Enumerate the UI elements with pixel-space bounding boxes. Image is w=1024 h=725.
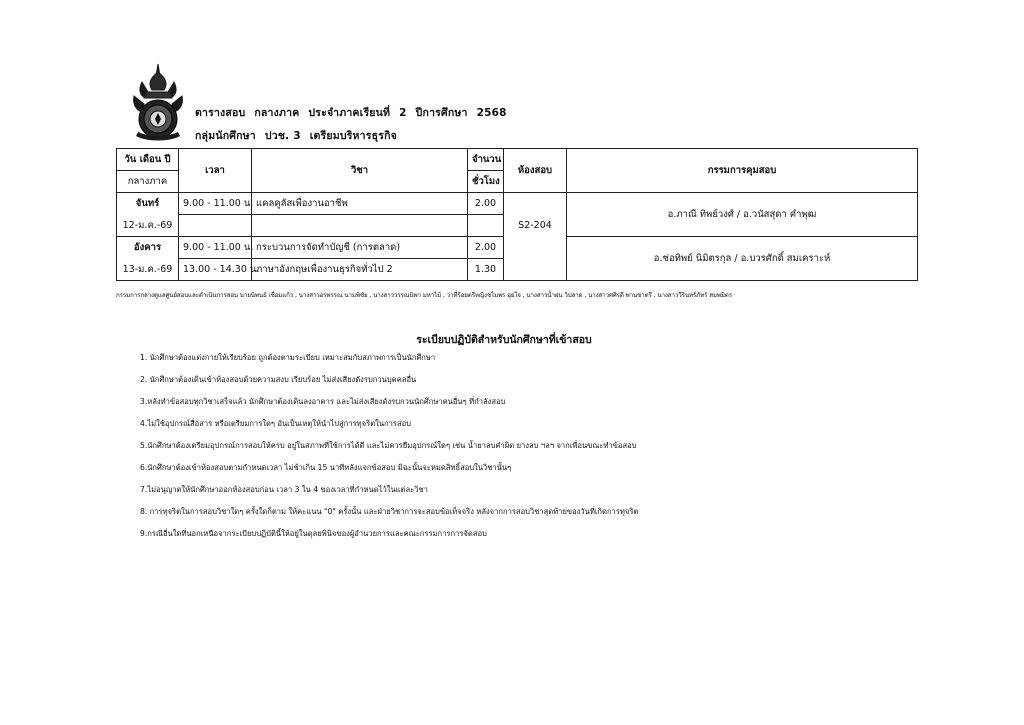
exam-subject: กระบวนการจัดทำบัญชี (การตลาด) (252, 237, 468, 259)
title-word-schedule: ตารางสอบ (195, 107, 246, 119)
empty-cell (179, 215, 252, 237)
exam-date: 13-ม.ค.-69 (117, 259, 179, 281)
title-word-academic-year: 2568 (476, 107, 507, 119)
header-time: เวลา (179, 149, 252, 193)
exam-date: 12-ม.ค.-69 (117, 215, 179, 237)
list-item: 1. นักศึกษาต้องแต่งกายให้เรียบร้อย ถูกต้องตามระเบียบ เหมาะสมกับสภาพการเป็นนักศึกษา (140, 353, 436, 362)
header-room: ห้องสอบ (504, 149, 567, 193)
table-row (117, 237, 918, 259)
title-word-midterm: กลางภาค (254, 107, 300, 119)
proctor-names: อ.ช่อทิพย์ นิมิตรกุล / อ.บวรศักดิ์ สมเคราะห์ (567, 237, 918, 281)
list-item: 7.ไม่อนุญาตให้นักศึกษาออกห้องสอบก่อน เวลา 3 ใน 4 ของเวลาที่กำหนดไว้ในแต่ละวิชา (140, 485, 428, 494)
day-name: จันทร์ (117, 193, 179, 215)
student-group-line (195, 127, 406, 144)
rules-heading (0, 331, 1024, 348)
exam-hours: 2.00 (468, 237, 504, 259)
table-row (117, 193, 918, 215)
title-word-academic-year-label: ปีการศึกษา (415, 107, 468, 119)
day-name: อังคาร (117, 237, 179, 259)
exam-time: 13.00 - 14.30 น. (179, 259, 252, 281)
list-item: 5.นักศึกษาต้องเตรียมอุปกรณ์การสอบให้ครบ อยู่ในสภาพที่ใช้การได้ดี และไม่ควรยืมอุปกรณ์ใดๆ เช่น น้ำยาลบคำผิด ยางลบ ฯลฯ จากเพื่อนขณะทำข้อสอบ (140, 441, 637, 450)
header-date-sub: กลางภาค (117, 171, 179, 193)
exam-schedule-table (116, 148, 918, 281)
exam-time: 9.00 - 11.00 น. (179, 237, 252, 259)
rules-title-text: ระเบียบปฏิบัติสำหรับนักศึกษาที่เข้าสอบ (416, 334, 592, 346)
exam-room-cell (504, 259, 567, 281)
header-hours-sub: ชั่วโมง (468, 171, 504, 193)
schedule-title (195, 104, 516, 121)
institution-logo-emblem-icon (128, 62, 188, 146)
exam-hours: 1.30 (468, 259, 504, 281)
student-group-label: กลุ่มนักศึกษา (195, 130, 256, 142)
exam-subject: ภาษาอังกฤษเพื่องานธุรกิจทั่วไป 2 (252, 259, 468, 281)
list-item: 6.นักศึกษาต้องเข้าห้องสอบตามกำหนดเวลา ไม่ช้าเกิน 15 นาทีหลังแจกข้อสอบ มิฉะนั้นจะหมดสิทธิ์สอบในวิชานั้นๆ (140, 463, 512, 472)
exam-room: S2-204 (504, 215, 567, 237)
list-item: 2. นักศึกษาต้องเดินเข้าห้องสอบด้วยความสงบ เรียบร้อย ไม่ส่งเสียงดังรบกวนบุคคลอื่น (140, 375, 417, 384)
exam-room-cell (504, 237, 567, 259)
student-program: เตรียมบริหารธุรกิจ (309, 130, 397, 142)
list-item: 8. การทุจริตในการสอบวิชาใดๆ ครั้งใดก็ตาม ให้คะแนน "0" ครั้งนั้น และฝ่ายวิชาการจะสอบข้อเท็จจริง หลังจากการสอบวิชาสุดท้ายของวันที่เกิดการทุจริต (140, 507, 639, 516)
rules-list (140, 352, 638, 550)
empty-cell (468, 215, 504, 237)
exam-room-cell (504, 193, 567, 215)
list-item: 3.หลังทำข้อสอบทุกวิชาเสร็จแล้ว นักศึกษาต้องเดินลงอาคาร และไม่ส่งเสียงดังรบกวนนักศึกษาคนอื่นๆ ที่กำลังสอบ (140, 397, 506, 406)
title-word-semester-label: ประจำภาคเรียนที่ (308, 107, 391, 119)
exam-time: 9.00 - 11.00 น. (179, 193, 252, 215)
header-date: วัน เดือน ปี (117, 149, 179, 171)
empty-cell (252, 215, 468, 237)
table-header-row (117, 149, 918, 171)
central-committee-note: กรรมการกลางดูแลศูนย์สอบและดำเนินการสอบ นายนิพนธ์ เชื่อมแก้ว , นางสาวอรพรรณ นามพิชัย , นางสาววรรณนิพา มหาไม้ , ว่าที่ร้อยตรีหญิงชไมพร ฮุยใจ , นางสาวน้ำฝน วิปลาด , นางสาวศศิรดี พานชาตรี , นางสาววีรินทร์ภัทร์ สมพมิตร (116, 292, 732, 299)
title-word-semester-number: 2 (399, 107, 407, 119)
list-item: 4.ไม่ใช้อุปกรณ์สื่อสาร หรือเตรียมการใดๆ อันเป็นเหตุให้นำไปสู่การทุจริตในการสอบ (140, 419, 411, 428)
student-level: ปวช. 3 (264, 130, 301, 142)
list-item: 9.กรณีอื่นใดที่นอกเหนือจากระเบียบปฏิบัตินี้ให้อยู่ในดุลยพินิจของผู้อำนวยการและคณะกรรมการการจัดสอบ (140, 529, 487, 538)
header-hours: จำนวน (468, 149, 504, 171)
proctor-names: อ.ภาณี ทิพย์วงศ์ / อ.วนัสสุดา คำพุฒ (567, 193, 918, 237)
exam-subject: แคลคูลัสเพื่องานอาชีพ (252, 193, 468, 215)
exam-hours: 2.00 (468, 193, 504, 215)
header-subject: วิชา (252, 149, 468, 193)
header-proctors: กรรมการคุมสอบ (567, 149, 918, 193)
